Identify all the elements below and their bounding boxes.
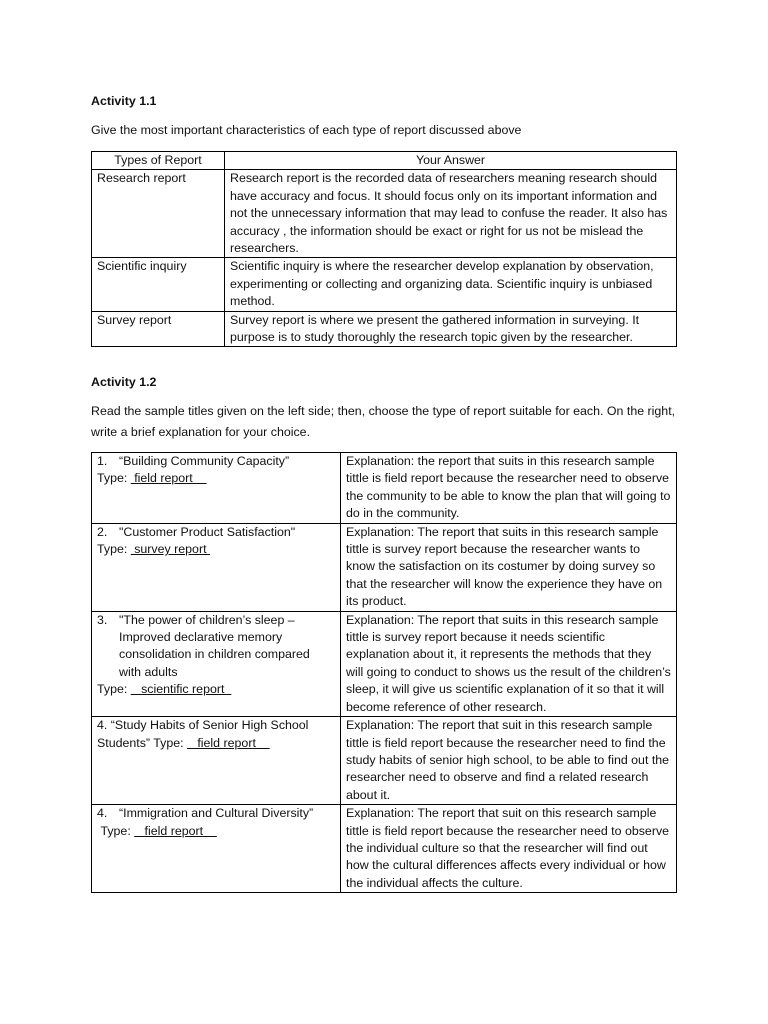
item-number: 3. xyxy=(97,612,108,627)
sample-titles-table xyxy=(91,452,677,893)
table-row xyxy=(92,258,677,311)
table-row xyxy=(92,611,677,716)
sample-title: “Immigration and Cultural Diversity” xyxy=(119,806,314,821)
explanation-cell: Explanation: The report that suit on this research sample tittle is field report because the researcher need to observe the individual culture so that the researcher will find out how the cultural differences affects every individual or how the individual affects the culture. xyxy=(341,805,677,893)
activity-1-1-heading: Activity 1.1 xyxy=(91,94,157,108)
sample-title: “Building Community Capacity” xyxy=(119,454,290,468)
type-answer: scientific report xyxy=(130,682,232,697)
answer-cell: Research report is the recorded data of researchers meaning research should have accuracy and focus. It should focus only on its important information and not the unnecessary information that may lead to confuse the reader. It also has accuracy , the information should be exact or right for us not be mislead the researchers. xyxy=(225,170,677,258)
activity-1-2-heading: Activity 1.2 xyxy=(91,375,157,389)
activity-1-1-instruction: Give the most important characteristics of each type of report discussed above xyxy=(91,123,522,137)
type-answer: field report xyxy=(187,735,270,750)
sample-title-cell xyxy=(92,717,341,805)
column-header-types: Types of Report xyxy=(92,152,225,170)
type-answer: field report xyxy=(134,823,217,838)
explanation-cell: Explanation: The report that suits in this research sample tittle is survey report because the researcher wants to know the satisfaction on its costumer by doing survey so that the researcher will know the experience they have on its product. xyxy=(341,523,677,611)
table-row xyxy=(92,717,677,805)
sample-title-cell xyxy=(92,523,341,611)
item-number: 4. xyxy=(97,806,108,821)
table-row xyxy=(92,523,677,611)
item-number: 2. xyxy=(97,524,108,539)
type-answer: survey report xyxy=(130,542,210,557)
report-type-cell: Research report xyxy=(92,170,225,258)
item-number: 1. xyxy=(97,454,108,468)
type-label: Type: xyxy=(97,682,128,697)
explanation-cell: Explanation: The report that suit in this research sample tittle is field report because the researcher need to find the study habits of senior high school, to be able to find out the researcher need to observe and find a related research about it. xyxy=(341,717,677,805)
sample-title-cell xyxy=(92,453,341,524)
report-type-cell: Survey report xyxy=(92,311,225,347)
explanation-cell: Explanation: the report that suits in this research sample tittle is field report because the researcher need to observe the community to be able to know the plan that will going to do in the community. xyxy=(341,453,677,524)
sample-title-cell xyxy=(92,611,341,716)
type-answer: field report xyxy=(130,471,207,486)
type-label: Type: xyxy=(100,823,131,838)
column-header-answer: Your Answer xyxy=(225,152,677,170)
answer-cell: Survey report is where we present the gathered information in surveying. It purpose is to study thoroughly the research topic given by the researcher. xyxy=(225,311,677,347)
table-header-row xyxy=(92,152,677,170)
report-type-cell: Scientific inquiry xyxy=(92,258,225,311)
sample-title: 4. “Study Habits of Senior High School Students” Type: xyxy=(97,718,309,750)
answer-cell: Scientific inquiry is where the researcher develop explanation by observation, experimenting or collecting and organizing data. Scientific inquiry is unbiased method. xyxy=(225,258,677,311)
report-characteristics-table xyxy=(91,151,677,347)
type-label: Type: xyxy=(97,542,128,557)
sample-title: "The power of children’s sleep – Improved declarative memory consolidation in children compared with adults xyxy=(119,612,310,679)
table-row xyxy=(92,453,677,524)
explanation-cell: Explanation: The report that suits in this research sample tittle is survey report because it needs scientific explanation about it, it represents the methods that they will going to conduct to shows us the result of the children’s sleep, it will give us scientific explanation of it so that it will become reference of other research. xyxy=(341,611,677,716)
type-label: Type: xyxy=(97,471,128,486)
table-row xyxy=(92,170,677,258)
activity-1-2-instruction: Read the sample titles given on the left side; then, choose the type of report suitable for each. On the right, write a brief explanation for your choice. xyxy=(91,404,676,439)
sample-title: "Customer Product Satisfaction" xyxy=(119,524,296,539)
table-row xyxy=(92,311,677,347)
table-row xyxy=(92,805,677,893)
sample-title-cell xyxy=(92,805,341,893)
